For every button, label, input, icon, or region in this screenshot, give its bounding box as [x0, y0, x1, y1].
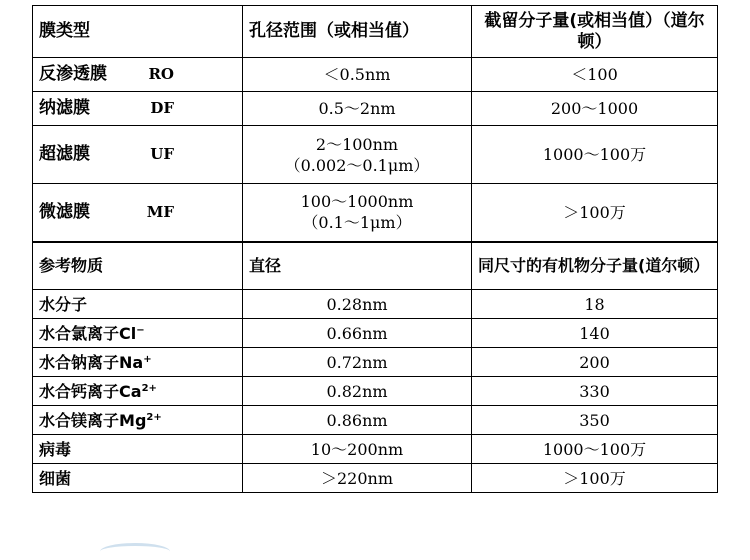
ion-charge: 2+ [141, 382, 157, 394]
mwco-cell: ＞100万 [472, 184, 718, 242]
membrane-code: UF [150, 145, 174, 163]
pore-cell: 0.5～2nm [243, 92, 472, 126]
mw-cell: 330 [472, 377, 718, 406]
pore-primary: 2～100nm [315, 134, 399, 154]
substance-name: 水合镁离子 [39, 410, 120, 430]
pore-cell: ＜0.5nm [243, 58, 472, 92]
diameter-cell: 10～200nm [243, 435, 472, 464]
membrane-name-cell [33, 92, 243, 126]
substance-name: 水合氯离子 [39, 323, 120, 343]
mwco-cell: 1000～100万 [472, 126, 718, 184]
substance-cell [33, 319, 243, 348]
ion-charge: + [143, 353, 152, 365]
membrane-code: DF [150, 99, 174, 117]
header-reference-substance: 参考物质 [33, 242, 243, 290]
table-row [33, 406, 718, 435]
diameter-cell: 0.82nm [243, 377, 472, 406]
reference-header-row [33, 242, 718, 290]
substance-cell [33, 348, 243, 377]
pore-cell [243, 184, 472, 242]
substance-name: 水合钙离子 [39, 381, 120, 401]
membrane-comparison-table [32, 5, 718, 493]
mw-cell: 140 [472, 319, 718, 348]
substance-cell [33, 377, 243, 406]
table-row [33, 348, 718, 377]
substance-name: 水分子 [39, 294, 88, 314]
ion-symbol: Mg [119, 410, 147, 430]
table-row [33, 319, 718, 348]
substance-name: 病毒 [39, 439, 72, 459]
pore-secondary: （0.1～1μm） [302, 213, 412, 233]
substance-cell [33, 464, 243, 493]
pore-cell [243, 126, 472, 184]
table-row [33, 435, 718, 464]
ion-symbol: Ca [119, 381, 142, 401]
diameter-cell: 0.66nm [243, 319, 472, 348]
membrane-name-cell [33, 184, 243, 242]
ion-symbol: Na [119, 352, 144, 372]
table-row [33, 377, 718, 406]
decorative-arc [100, 543, 170, 560]
substance-name: 细菌 [39, 468, 72, 488]
membrane-name: 微滤膜 [39, 201, 90, 222]
ion-charge: 2+ [146, 411, 162, 423]
membrane-code: RO [148, 65, 174, 83]
mw-cell: 200 [472, 348, 718, 377]
mwco-cell: ＜100 [472, 58, 718, 92]
header-pore-range: 孔径范围（或相当值） [243, 6, 472, 58]
membrane-code: MF [146, 202, 174, 221]
table-row [33, 184, 718, 242]
substance-cell [33, 406, 243, 435]
ion-charge: − [136, 324, 145, 336]
pore-secondary: （0.002～0.1μm） [284, 155, 430, 175]
mwco-cell: 200～1000 [472, 92, 718, 126]
mw-cell: 350 [472, 406, 718, 435]
substance-cell [33, 435, 243, 464]
diameter-cell: 0.28nm [243, 290, 472, 319]
membrane-header-row [33, 6, 718, 58]
membrane-name-cell [33, 126, 243, 184]
membrane-name-cell [33, 58, 243, 92]
substance-name: 水合钠离子 [39, 352, 120, 372]
header-organic-mw: 同尺寸的有机物分子量(道尔顿） [472, 242, 718, 290]
mw-cell: 18 [472, 290, 718, 319]
mw-cell: 1000～100万 [472, 435, 718, 464]
header-diameter: 直径 [243, 242, 472, 290]
ion-symbol: Cl [119, 323, 137, 343]
table-row [33, 58, 718, 92]
diameter-cell: 0.72nm [243, 348, 472, 377]
header-mwco: 截留分子量(或相当值）（道尔顿） [472, 6, 718, 58]
membrane-name: 超滤膜 [39, 144, 90, 164]
substance-cell [33, 290, 243, 319]
diameter-cell: 0.86nm [243, 406, 472, 435]
table-row [33, 92, 718, 126]
membrane-name: 纳滤膜 [39, 98, 90, 118]
table-row [33, 464, 718, 493]
membrane-name: 反渗透膜 [39, 64, 107, 84]
pore-primary: 100～1000nm [300, 192, 414, 212]
diameter-cell: ＞220nm [243, 464, 472, 493]
table-row [33, 290, 718, 319]
mw-cell: ＞100万 [472, 464, 718, 493]
header-membrane-type: 膜类型 [33, 6, 243, 58]
table-row [33, 126, 718, 184]
